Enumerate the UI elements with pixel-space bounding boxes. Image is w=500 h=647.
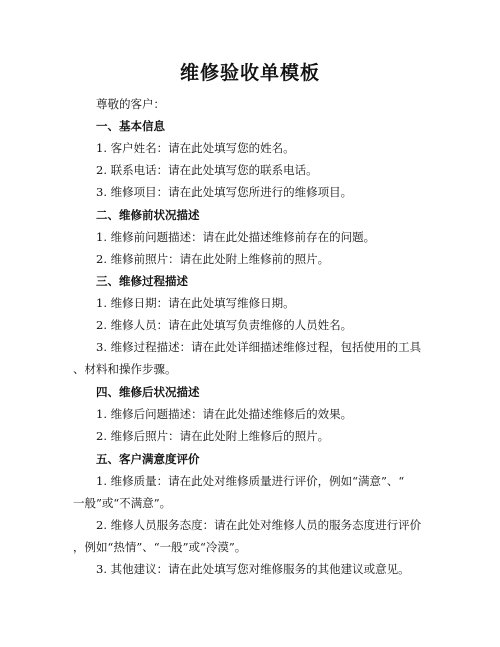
section-heading-repair-process: 三、维修过程描述 bbox=[96, 274, 188, 288]
document-title: 维修验收单模板 bbox=[179, 62, 320, 84]
list-item: 2. 联系电话：请在此处填写您的联系电话。 bbox=[96, 163, 318, 177]
list-item: 1. 维修前问题描述：请在此处描述维修前存在的问题。 bbox=[96, 230, 376, 244]
list-item: 3. 维修项目：请在此处填写您所进行的维修项目。 bbox=[96, 185, 353, 199]
list-item: 1. 客户姓名：请在此处填写您的姓名。 bbox=[96, 141, 295, 155]
list-item-continuation: ，例如“热情”、“一般”或“冷漠”。 bbox=[73, 540, 247, 554]
list-item: 1. 维修日期：请在此处填写维修日期。 bbox=[96, 296, 295, 310]
list-item: 2. 维修人员服务态度：请在此处对维修人员的服务态度进行评价 bbox=[96, 518, 422, 532]
list-item: 1. 维修质量：请在此处对维修质量进行评价，例如“满意”、“ bbox=[96, 474, 405, 488]
section-heading-before-repair: 二、维修前状况描述 bbox=[96, 208, 200, 222]
list-item: 2. 维修前照片：请在此处附上维修前的照片。 bbox=[96, 252, 330, 266]
section-heading-after-repair: 四、维修后状况描述 bbox=[96, 385, 200, 399]
list-item: 2. 维修后照片：请在此处附上维修后的照片。 bbox=[96, 429, 330, 443]
list-item: 3. 其他建议：请在此处填写您对维修服务的其他建议或意见。 bbox=[96, 562, 410, 576]
list-item-continuation: 一般”或“不满意”。 bbox=[73, 496, 172, 510]
section-heading-satisfaction: 五、客户满意度评价 bbox=[96, 452, 200, 466]
list-item: 1. 维修后问题描述：请在此处描述维修后的效果。 bbox=[96, 407, 353, 421]
list-item: 2. 维修人员：请在此处填写负责维修的人员姓名。 bbox=[96, 318, 353, 332]
greeting: 尊敬的客户： bbox=[96, 97, 165, 111]
list-item: 3. 维修过程描述：请在此处详细描述维修过程，包括使用的工具 bbox=[96, 340, 422, 354]
section-heading-basic-info: 一、基本信息 bbox=[96, 119, 165, 133]
list-item-continuation: 、材料和操作步骤。 bbox=[73, 362, 177, 376]
